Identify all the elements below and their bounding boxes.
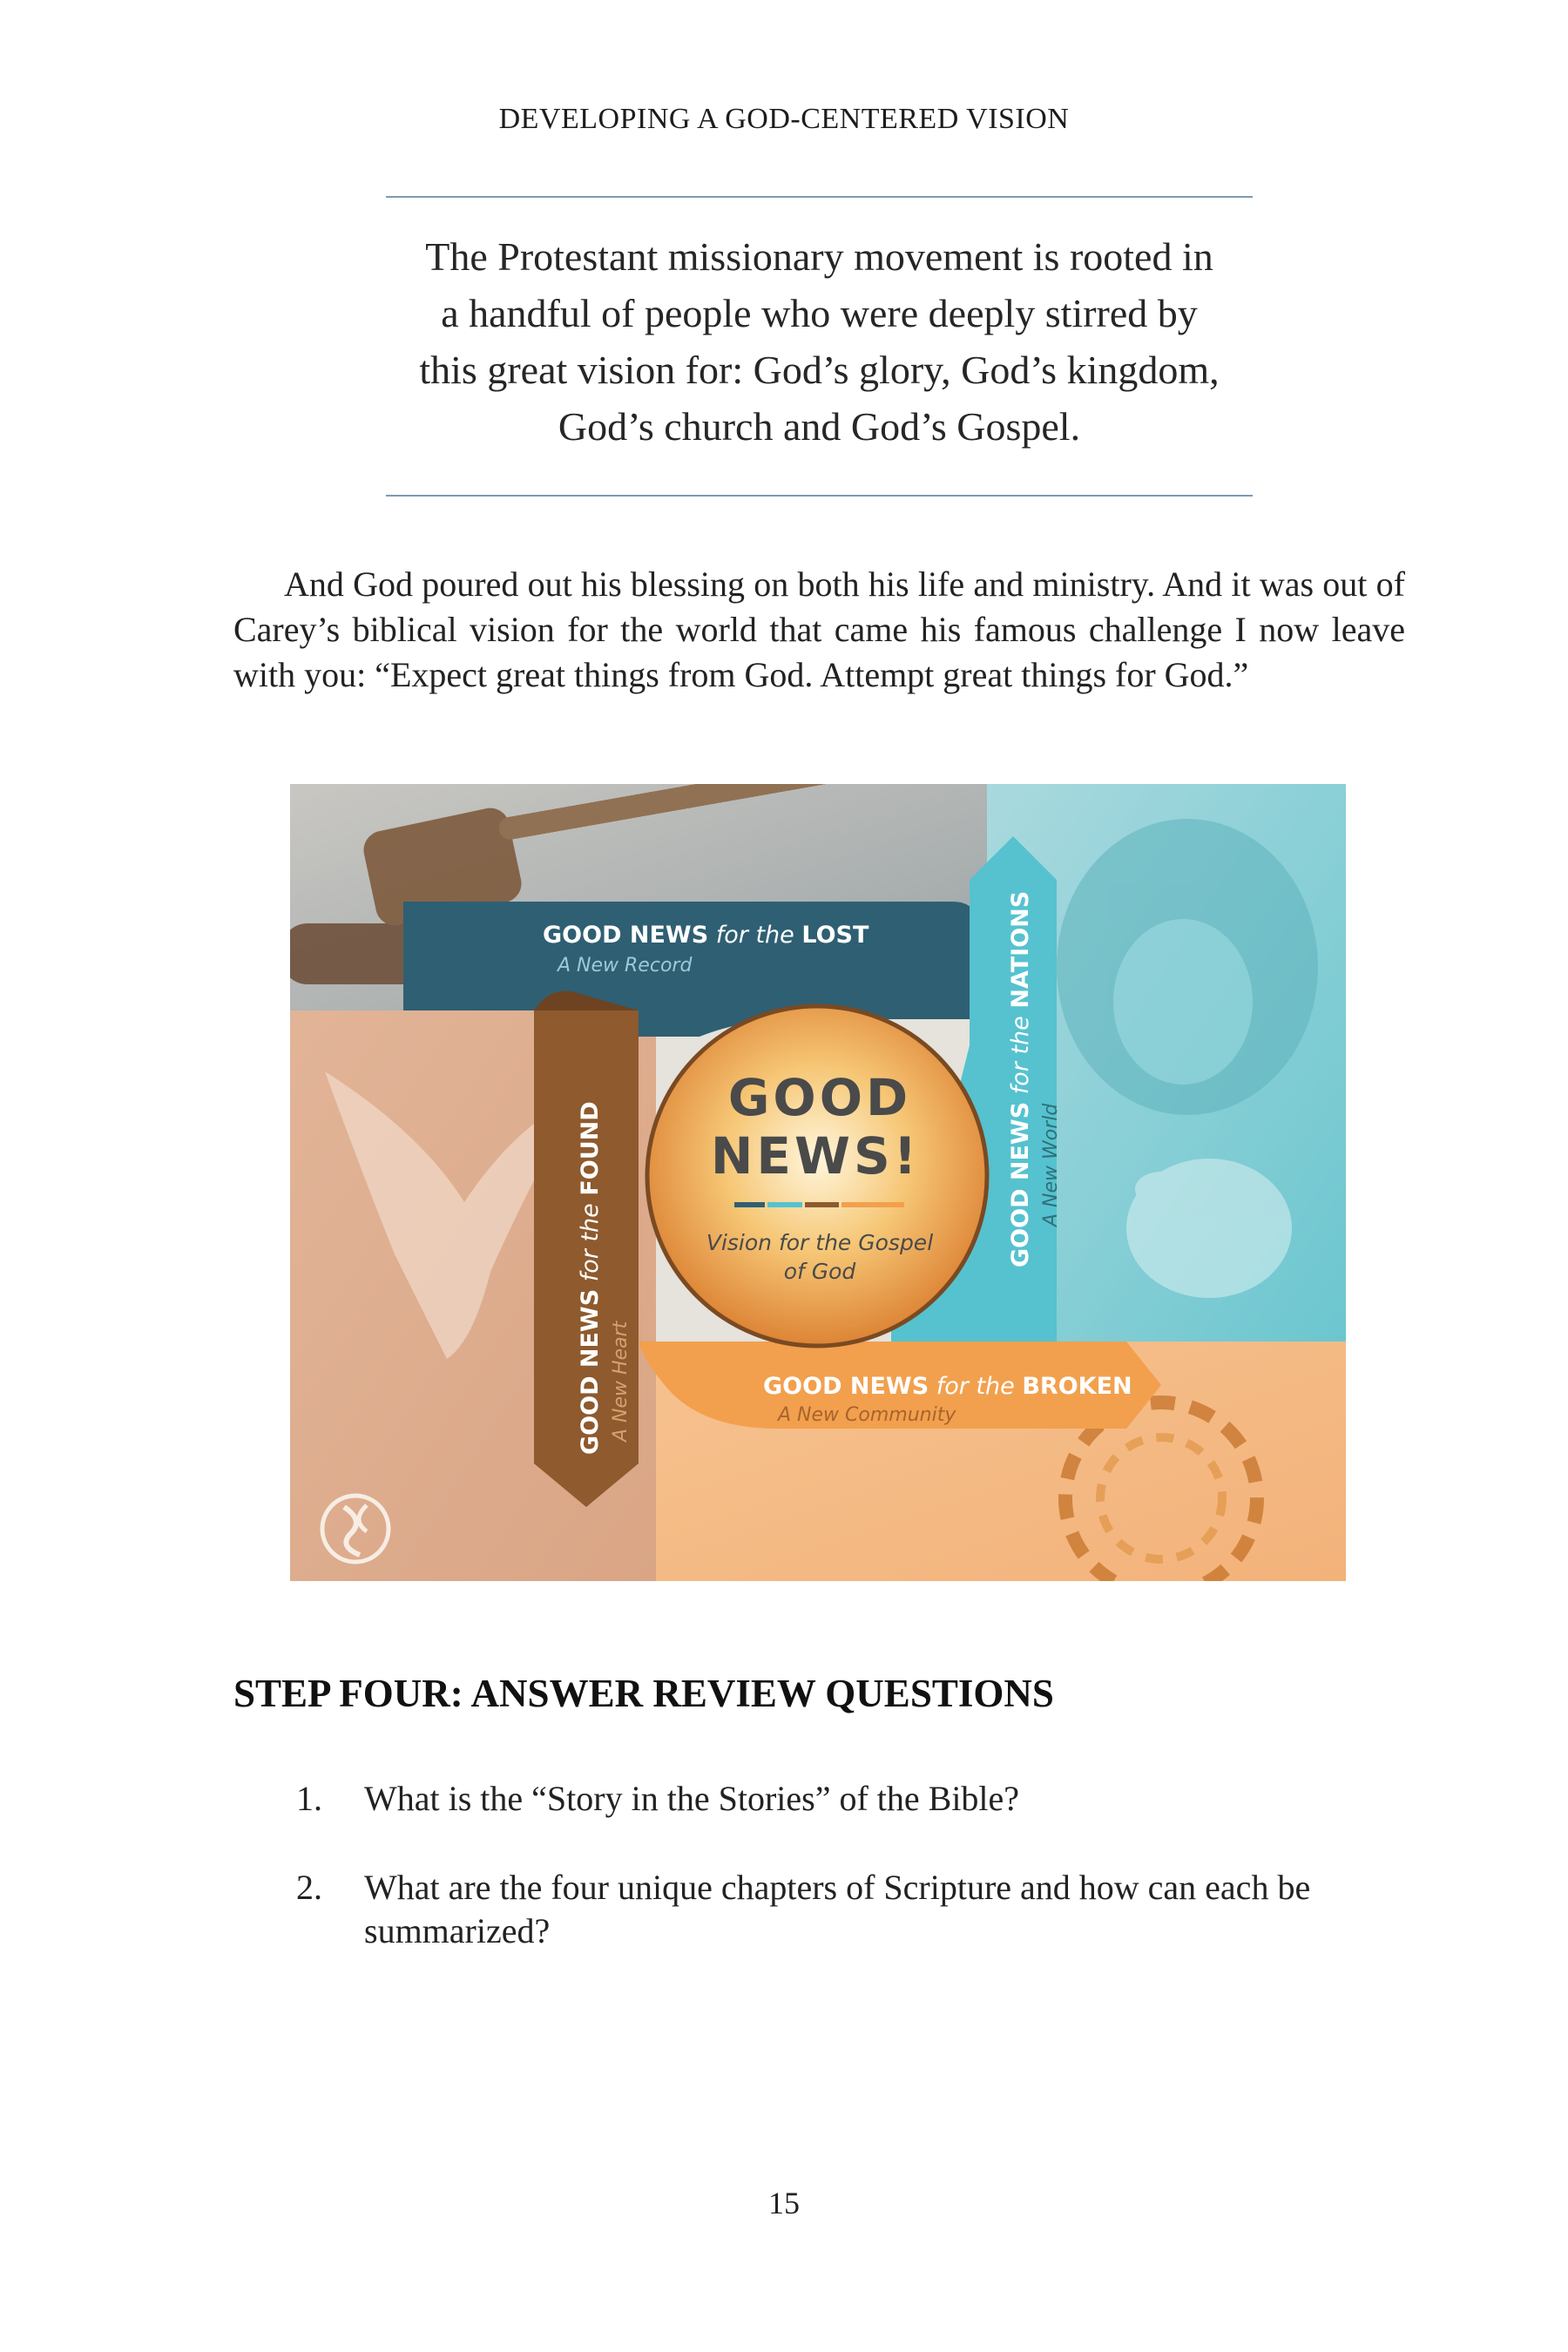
good-news-diagram: [290, 784, 1346, 1581]
review-questions: [233, 1777, 1405, 1953]
running-header: DEVELOPING A GOD-CENTERED VISION: [498, 103, 1070, 135]
pull-quote-top-rule: [386, 196, 1253, 198]
broken-title: GOOD NEWS for the BROKEN: [763, 1373, 1132, 1400]
pull-quote-line: The Protestant missionary movement is rooted in: [425, 234, 1213, 279]
body-paragraph: And God poured out his blessing on both his life and ministry. And it was out of Carey’s biblical vision for the world that came his famous challenge I now leave with you: “Expect great things from God. Attempt great things for God.”: [233, 564, 1405, 694]
good-news-figure: [290, 784, 1346, 1581]
center-subtitle-line1: Vision for the Gospel: [706, 1230, 934, 1255]
found-subtitle: A New Heart: [610, 1321, 632, 1442]
nations-subtitle: A New World: [1040, 1103, 1062, 1227]
page-number: 15: [768, 2186, 800, 2220]
pull-quote-bottom-rule: [386, 495, 1253, 497]
broken-subtitle: A New Community: [778, 1404, 956, 1426]
pull-quote-line: a handful of people who were deeply stirred by: [441, 291, 1198, 335]
center-subtitle-line2: of God: [783, 1259, 856, 1284]
question-text: What is the “Story in the Stories” of the Bible?: [364, 1779, 1020, 1818]
found-title: GOOD NEWS for the FOUND: [577, 1101, 604, 1455]
question-text: What are the four unique chapters of Scripture and how can each be summarized?: [364, 1868, 1311, 1950]
question-number: 1.: [296, 1779, 322, 1818]
lost-title: GOOD NEWS for the LOST: [543, 922, 869, 949]
pull-quote: [386, 228, 1253, 455]
center-title-line1: GOOD: [727, 1068, 912, 1127]
review-heading: STEP FOUR: ANSWER REVIEW QUESTIONS: [233, 1672, 1054, 1715]
center-title-line2: NEWS!: [710, 1126, 921, 1186]
nations-title: GOOD NEWS for the NATIONS: [1007, 890, 1034, 1267]
question-number: 2.: [296, 1868, 322, 1907]
pull-quote-line: God’s church and God’s Gospel.: [558, 404, 1081, 449]
pull-quote-line: this great vision for: God’s glory, God’s kingdom,: [419, 348, 1220, 392]
lost-subtitle: A New Record: [558, 955, 693, 977]
review-question: [233, 1777, 1405, 1821]
review-question: [233, 1866, 1405, 1953]
